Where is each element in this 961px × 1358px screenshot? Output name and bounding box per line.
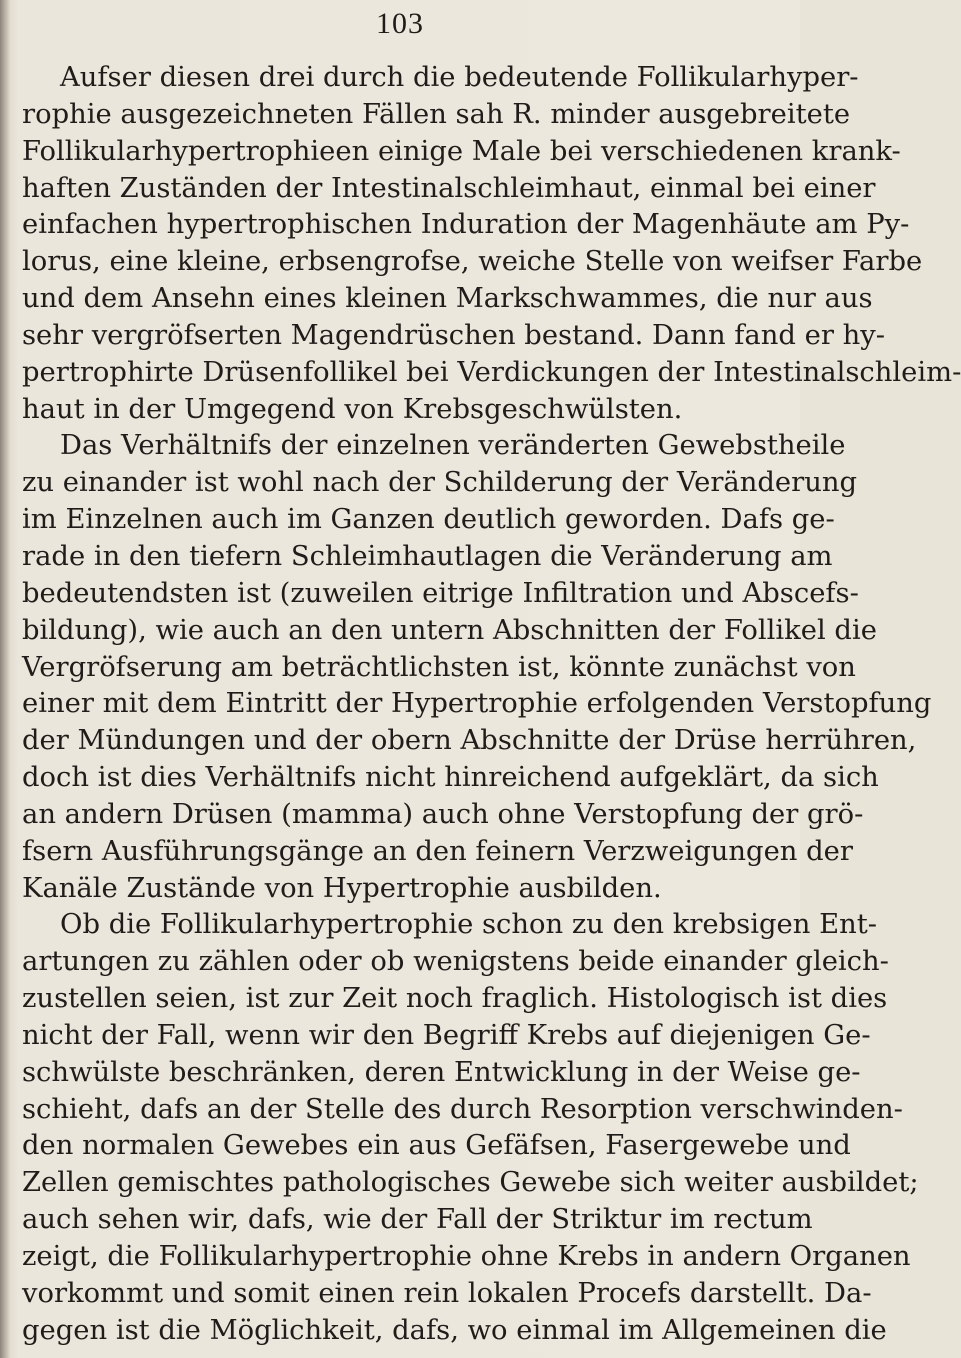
text-line: nicht der Fall, wenn wir den Begriff Krebs auf diejenigen Ge- bbox=[22, 1019, 871, 1051]
text-line: im Einzelnen auch im Ganzen deutlich geworden. Dafs ge- bbox=[22, 504, 835, 536]
text-line: den normalen Gewebes ein aus Gefäfsen, Fasergewebe und bbox=[22, 1130, 851, 1162]
text-line: zeigt, die Follikularhypertrophie ohne Krebs in andern Organen bbox=[22, 1241, 911, 1272]
text-line: schwülste beschränken, deren Entwicklung in der Weise ge- bbox=[22, 1056, 861, 1088]
text-line: pertrophirte Drüsenfollikel bei Verdickungen der Intestinalschleim- bbox=[22, 356, 961, 388]
page-binding-edge bbox=[0, 0, 10, 1358]
text-line: bildung), wie auch an den untern Abschnitten der Follikel die bbox=[22, 614, 877, 646]
text-line: zustellen seien, ist zur Zeit noch fraglich. Histologisch ist dies bbox=[22, 983, 888, 1015]
text-line: gegen ist die Möglichkeit, dafs, wo einmal im Allgemeinen die bbox=[22, 1314, 887, 1346]
text-line: schieht, dafs an der Stelle des durch Resorption verschwinden- bbox=[22, 1093, 903, 1125]
text-line: vorkommt und somit einen rein lokalen Procefs darstellt. Da- bbox=[22, 1277, 872, 1309]
text-line: und dem Ansehn eines kleinen Markschwammes, die nur aus bbox=[22, 283, 873, 315]
text-line: artungen zu zählen oder ob wenigstens beide einander gleich- bbox=[22, 946, 889, 978]
text-line: Ob die Follikularhypertrophie schon zu den krebsigen Ent- bbox=[60, 909, 877, 941]
text-line: doch ist dies Verhältnifs nicht hinreichend aufgeklärt, da sich bbox=[22, 762, 879, 794]
text-line: einer mit dem Eintritt der Hypertrophie erfolgenden Verstopfung bbox=[22, 688, 932, 720]
text-line: rade in den tiefern Schleimhautlagen die Veränderung am bbox=[22, 540, 833, 572]
text-line: einfachen hypertrophischen Induration der Magenhäute am Py- bbox=[22, 209, 910, 241]
text-line: fsern Ausführungsgänge an den feinern Verzweigungen der bbox=[22, 835, 853, 867]
text-line: Aufser diesen drei durch die bedeutende Follikularhyper- bbox=[60, 62, 859, 93]
text-line: lorus, eine kleine, erbsengrofse, weiche Stelle von weifser Farbe bbox=[22, 246, 923, 278]
text-line: sehr vergröfserten Magendrüschen bestand. Dann fand er hy- bbox=[22, 319, 886, 351]
text-line: Vergröfserung am beträchtlichsten ist, könnte zunächst von bbox=[22, 651, 856, 683]
text-line: haften Zuständen der Intestinalschleimhaut, einmal bei einer bbox=[22, 172, 876, 204]
text-line: Kanäle Zustände von Hypertrophie ausbilden. bbox=[22, 872, 662, 904]
text-line: an andern Drüsen (mamma) auch ohne Verstopfung der grö- bbox=[22, 798, 864, 830]
text-line: Follikularhypertrophieen einige Male bei verschiedenen krank- bbox=[22, 135, 901, 167]
text-line: zu einander ist wohl nach der Schilderung der Veränderung bbox=[22, 467, 858, 499]
text-line: Zellen gemischtes pathologisches Gewebe sich weiter ausbildet; bbox=[22, 1167, 919, 1199]
text-line: auch sehen wir, dafs, wie der Fall der Striktur im rectum bbox=[22, 1204, 813, 1236]
text-line: rophie ausgezeichneten Fällen sah R. minder ausgebreitete bbox=[22, 98, 851, 130]
text-line: der Mündungen und der obern Abschnitte der Drüse herrühren, bbox=[22, 725, 917, 757]
text-line: haut in der Umgegend von Krebsgeschwülsten. bbox=[22, 393, 683, 425]
page-number: 103 bbox=[376, 7, 424, 40]
body-text bbox=[22, 60, 961, 1350]
text-line: bedeutendsten ist (zuweilen eitrige Infiltration und Abscefs- bbox=[22, 577, 859, 609]
text-line: Das Verhältnifs der einzelnen veränderten Gewebstheile bbox=[60, 430, 846, 462]
